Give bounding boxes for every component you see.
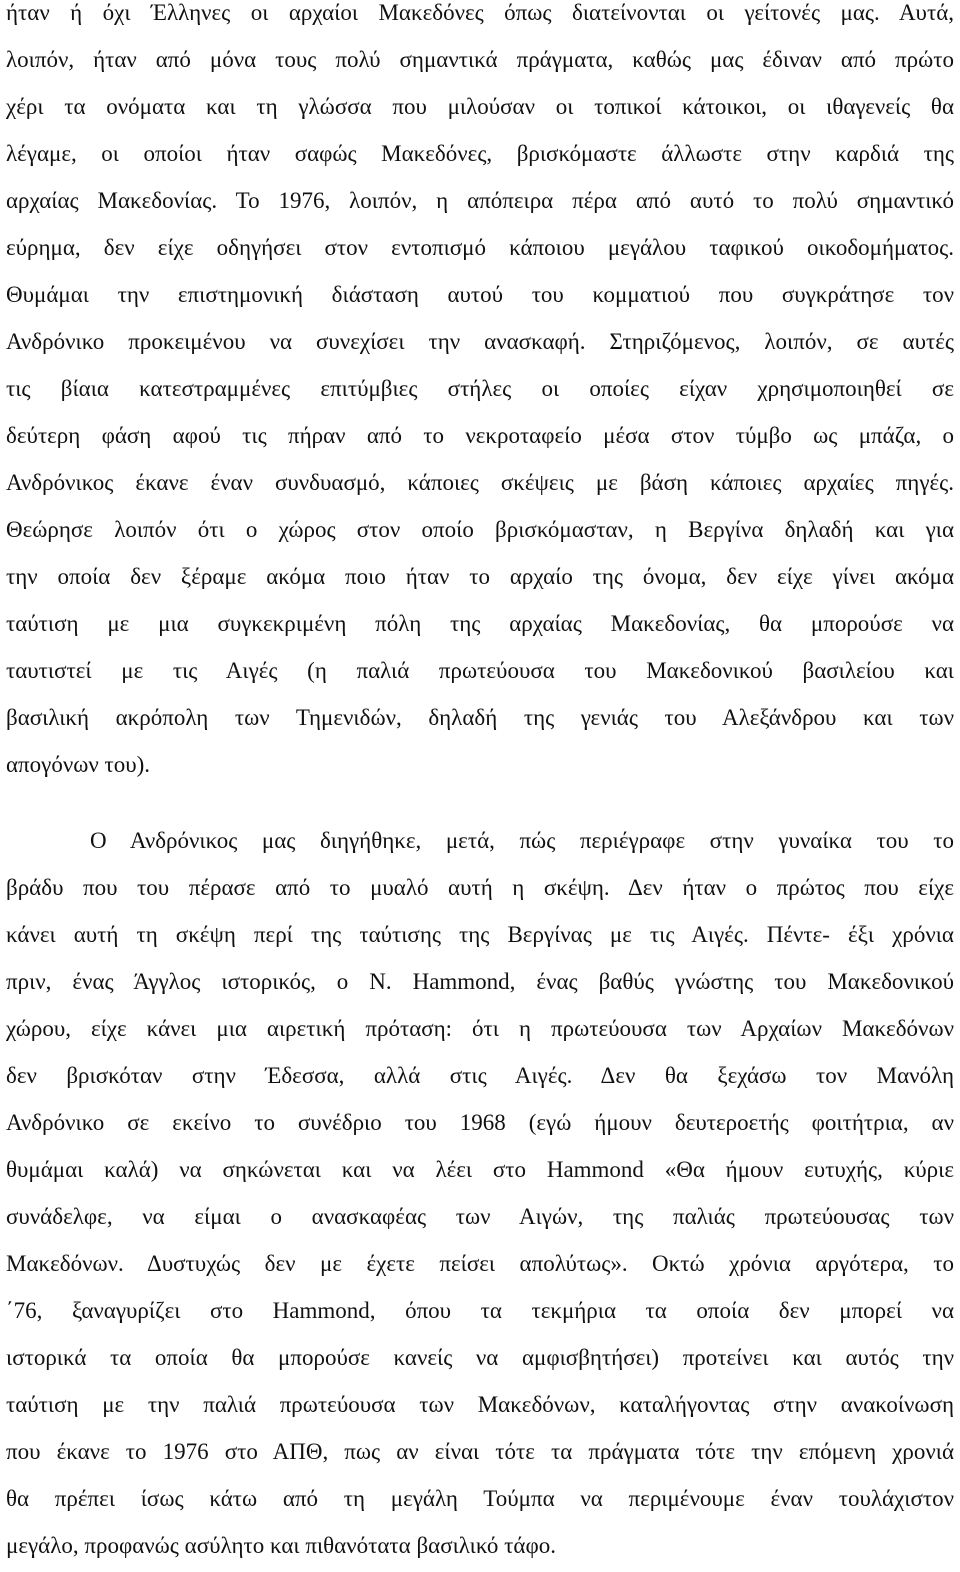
text-line: ταύτιση με την παλιά πρωτεύουσα των Μακεδόνων, καταλήγοντας στην ανακοίνωση	[6, 1392, 954, 1417]
text-line: λοιπόν, ήταν από μόνα τους πολύ σημαντικά πράγματα, καθώς μας έδιναν από πρώτο	[6, 47, 954, 72]
text-line: λέγαμε, οι οποίοι ήταν σαφώς Μακεδόνες, βρισκόμαστε άλλωστε στην καρδιά της	[6, 141, 954, 166]
text-line: την οποία δεν ξέραμε ακόμα ποιο ήταν το αρχαίο της όνομα, δεν είχε γίνει ακόμα	[6, 564, 954, 589]
text-line: συνάδελφε, να είμαι ο ανασκαφέας των Αιγών, της παλιάς πρωτεύουσας των	[6, 1204, 954, 1229]
text-line: δεύτερη φάση αφού τις πήραν από το νεκροταφείο μέσα στον τύμβο ως μπάζα, ο	[6, 423, 954, 448]
text-line: βράδυ που του πέρασε από το μυαλό αυτή η σκέψη. Δεν ήταν ο πρώτος που είχε	[6, 875, 954, 900]
text-line: θα πρέπει ίσως κάτω από τη μεγάλη Τούμπα να περιμένουμε έναν τουλάχιστον	[6, 1486, 954, 1511]
text-line: θυμάμαι καλά) να σηκώνεται και να λέει στο Hammond «Θα ήμουν ευτυχής, κύριε	[6, 1157, 954, 1182]
text-line: Θεώρησε λοιπόν ότι ο χώρος στον οποίο βρισκόμασταν, η Βεργίνα δηλαδή και για	[6, 517, 954, 542]
text-line: πριν, ένας Άγγλος ιστορικός, ο Ν. Hammond, ένας βαθύς γνώστης του Μακεδονικού	[6, 969, 954, 994]
text-line: αρχαίας Μακεδονίας. Το 1976, λοιπόν, η απόπειρα πέρα από αυτό το πολύ σημαντικό	[6, 188, 954, 213]
text-line: Ανδρόνικο προκειμένου να συνεχίσει την ανασκαφή. Στηριζόμενος, λοιπόν, σε αυτές	[6, 329, 954, 354]
text-line: χέρι τα ονόματα και τη γλώσσα που μιλούσαν οι τοπικοί κάτοικοι, οι ιθαγενείς θα	[6, 94, 954, 119]
text-line: κάνει αυτή τη σκέψη περί της ταύτισης της Βεργίνας με τις Αιγές. Πέντε- έξι χρόνια	[6, 922, 954, 947]
text-line: δεν βρισκόταν στην Έδεσσα, αλλά στις Αιγές. Δεν θα ξεχάσω τον Μανόλη	[6, 1063, 954, 1088]
text-line: ιστορικά τα οποία θα μπορούσε κανείς να αμφισβητήσει) προτείνει και αυτός την	[6, 1345, 954, 1370]
text-line: Ανδρόνικο σε εκείνο το συνέδριο του 1968 (εγώ ήμουν δευτεροετής φοιτήτρια, αν	[6, 1110, 954, 1135]
text-line: ήταν ή όχι Έλληνες οι αρχαίοι Μακεδόνες όπως διατείνονται οι γείτονές μας. Αυτά,	[6, 0, 954, 25]
text-line: χώρου, είχε κάνει μια αιρετική πρόταση: ότι η πρωτεύουσα των Αρχαίων Μακεδόνων	[6, 1016, 954, 1041]
text-line: ΄76, ξαναγυρίζει στο Hammond, όπου τα τεκμήρια τα οποία δεν μπορεί να	[6, 1298, 954, 1323]
text-line: τις βίαια κατεστραμμένες επιτύμβιες στήλες οι οποίες είχαν χρησιμοποιηθεί σε	[6, 376, 954, 401]
text-line: που έκανε το 1976 στο ΑΠΘ, πως αν είναι τότε τα πράγματα τότε την επόμενη χρονιά	[6, 1439, 954, 1464]
text-line: μεγάλο, προφανώς ασύλητο και πιθανότατα βασιλικό τάφο.	[6, 1533, 557, 1558]
text-line: ταυτιστεί με τις Αιγές (η παλιά πρωτεύουσα του Μακεδονικού βασιλείου και	[6, 658, 954, 683]
text-line: Ανδρόνικος έκανε έναν συνδυασμό, κάποιες σκέψεις με βάση κάποιες αρχαίες πηγές.	[6, 470, 954, 495]
text-line: εύρημα, δεν είχε οδηγήσει στον εντοπισμό κάποιου μεγάλου ταφικού οικοδομήματος.	[6, 235, 954, 260]
text-line: ταύτιση με μια συγκεκριμένη πόλη της αρχαίας Μακεδονίας, θα μπορούσε να	[6, 611, 954, 636]
text-line: Θυμάμαι την επιστημονική διάσταση αυτού του κομματιού που συγκράτησε τον	[6, 282, 954, 307]
text-line: Μακεδόνων. Δυστυχώς δεν με έχετε πείσει απολύτως». Οκτώ χρόνια αργότερα, το	[6, 1251, 954, 1276]
paragraph-first-line: Ο Ανδρόνικος μας διηγήθηκε, μετά, πώς περιέγραφε στην γυναίκα του το	[90, 828, 954, 853]
text-line: βασιλική ακρόπολη των Τημενιδών, δηλαδή της γενιάς του Αλεξάνδρου και των	[6, 705, 954, 730]
text-line: απογόνων του).	[6, 752, 151, 777]
